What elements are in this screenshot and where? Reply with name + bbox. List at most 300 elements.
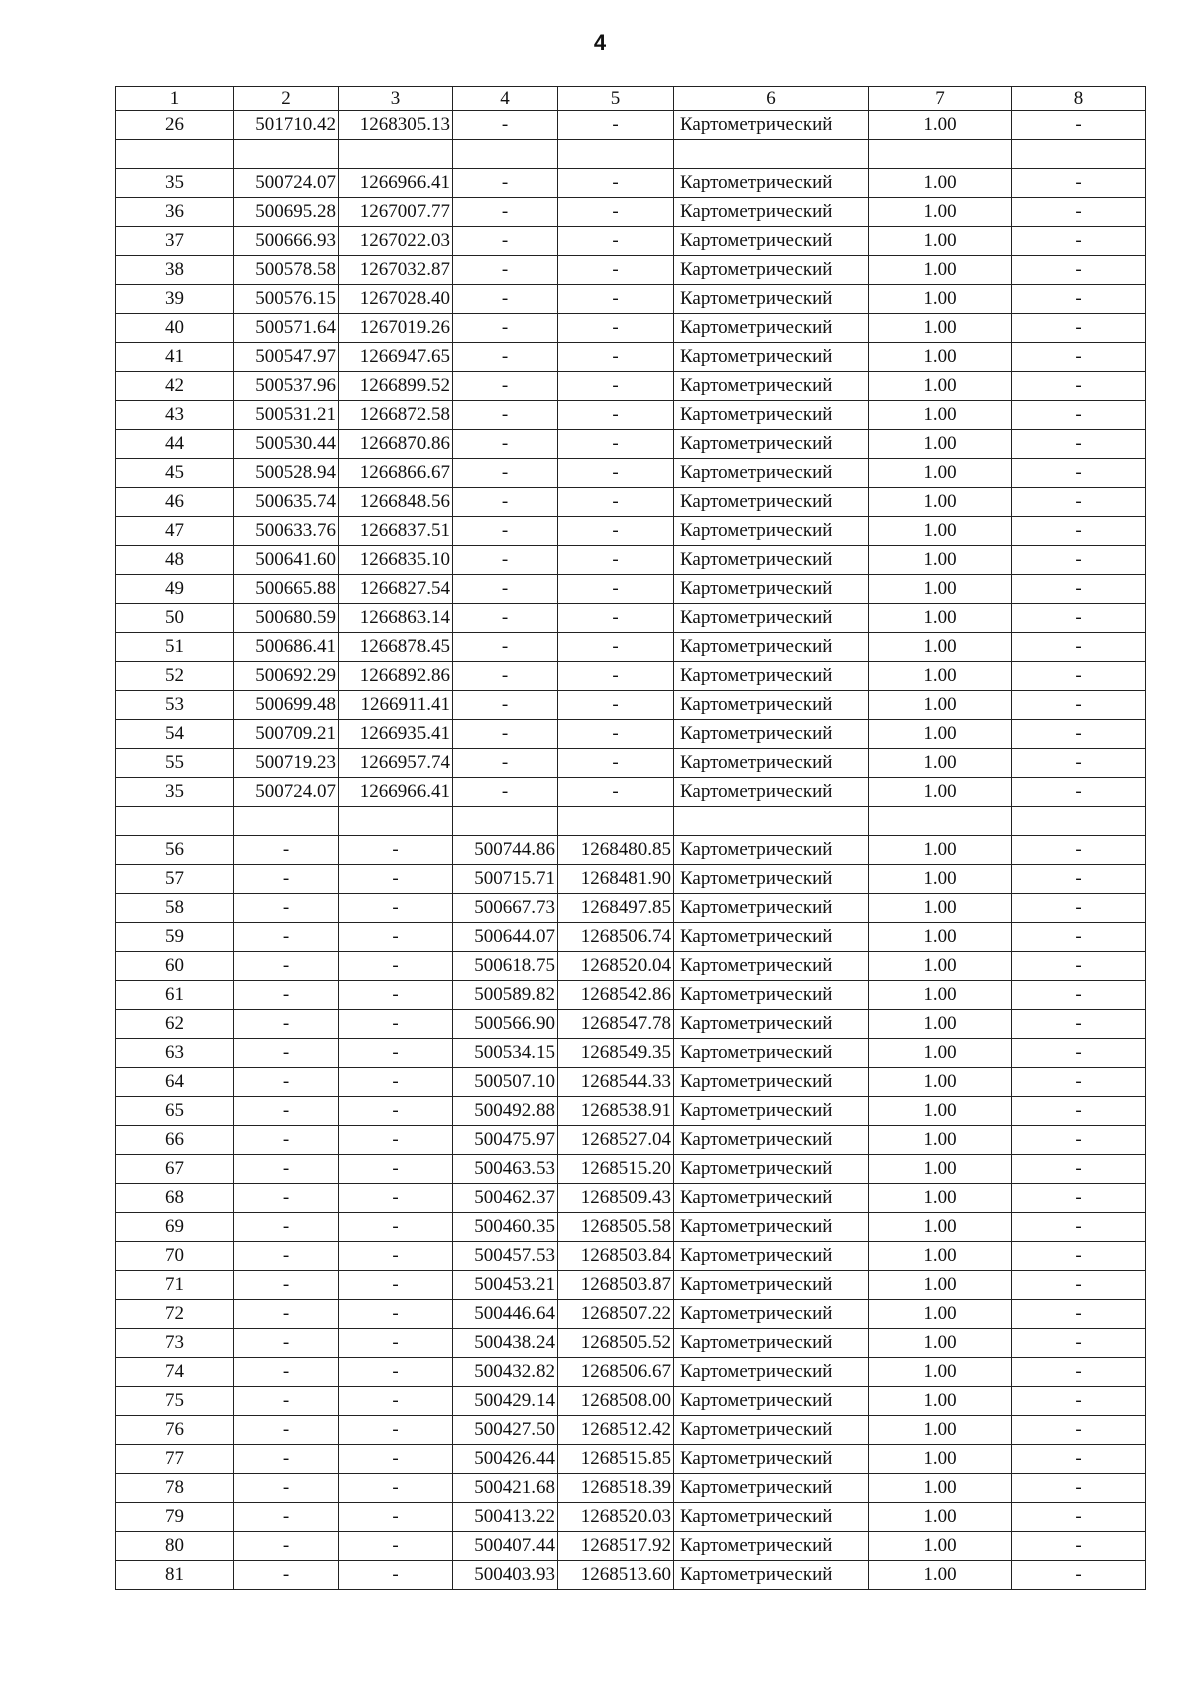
cell-point-number [116,140,234,169]
cell-y-old: - [339,1416,453,1445]
column-header-6: 6 [674,87,869,111]
cell-description: - [1012,1474,1146,1503]
table-row [116,1097,1146,1126]
cell-x-old: 500531.21 [234,401,339,430]
cell-method: Картометрический [674,1068,869,1097]
cell-y-new: - [558,343,674,372]
table-row [116,198,1146,227]
cell-y-old: 1266837.51 [339,517,453,546]
cell-description: - [1012,1155,1146,1184]
cell-x-old: - [234,1010,339,1039]
cell-y-old: 1266872.58 [339,401,453,430]
cell-point-number: 54 [116,720,234,749]
table-row [116,459,1146,488]
cell-x-new: 500407.44 [453,1532,558,1561]
cell-method: Картометрический [674,720,869,749]
cell-x-old: - [234,1358,339,1387]
cell-y-old: 1266863.14 [339,604,453,633]
cell-y-new: - [558,169,674,198]
cell-description: - [1012,691,1146,720]
cell-point-number: 56 [116,836,234,865]
cell-description: - [1012,169,1146,198]
cell-description: - [1012,285,1146,314]
cell-x-old: - [234,1329,339,1358]
cell-x-new: 500438.24 [453,1329,558,1358]
cell-method: Картометрический [674,314,869,343]
cell-x-new: - [453,720,558,749]
cell-accuracy: 1.00 [869,575,1012,604]
cell-point-number: 49 [116,575,234,604]
table-row [116,604,1146,633]
cell-y-new: - [558,691,674,720]
cell-accuracy: 1.00 [869,749,1012,778]
cell-accuracy: 1.00 [869,633,1012,662]
cell-method: Картометрический [674,1039,869,1068]
cell-y-new: 1268505.58 [558,1213,674,1242]
cell-method: Картометрический [674,1474,869,1503]
cell-y-old: - [339,1097,453,1126]
cell-point-number: 61 [116,981,234,1010]
cell-x-old: 500692.29 [234,662,339,691]
cell-y-old: 1266827.54 [339,575,453,604]
table-row [116,1126,1146,1155]
cell-x-old: - [234,865,339,894]
cell-point-number: 76 [116,1416,234,1445]
cell-point-number: 59 [116,923,234,952]
cell-accuracy: 1.00 [869,662,1012,691]
cell-description: - [1012,749,1146,778]
cell-description: - [1012,1561,1146,1590]
cell-x-new: - [453,430,558,459]
column-header-3: 3 [339,87,453,111]
cell-y-old: 1266899.52 [339,372,453,401]
cell-accuracy: 1.00 [869,1532,1012,1561]
table-row [116,1358,1146,1387]
cell-accuracy: 1.00 [869,372,1012,401]
cell-x-old: 500635.74 [234,488,339,517]
cell-accuracy: 1.00 [869,1097,1012,1126]
cell-description [1012,140,1146,169]
cell-description: - [1012,1213,1146,1242]
cell-x-new [453,807,558,836]
cell-accuracy: 1.00 [869,111,1012,140]
cell-y-new: 1268506.67 [558,1358,674,1387]
cell-accuracy: 1.00 [869,517,1012,546]
cell-method: Картометрический [674,111,869,140]
cell-y-old: - [339,894,453,923]
cell-y-new: 1268517.92 [558,1532,674,1561]
cell-y-new: - [558,720,674,749]
cell-y-new: 1268481.90 [558,865,674,894]
cell-x-old: 500709.21 [234,720,339,749]
cell-x-old: 500724.07 [234,169,339,198]
cell-x-old: - [234,1213,339,1242]
cell-point-number: 37 [116,227,234,256]
table-row [116,1271,1146,1300]
cell-point-number: 67 [116,1155,234,1184]
cell-description: - [1012,1503,1146,1532]
cell-y-old: 1268305.13 [339,111,453,140]
cell-point-number: 35 [116,169,234,198]
cell-y-old: - [339,923,453,952]
cell-x-new: 500429.14 [453,1387,558,1416]
cell-x-old: 500724.07 [234,778,339,807]
cell-description: - [1012,256,1146,285]
cell-method: Картометрический [674,1213,869,1242]
cell-y-new: 1268497.85 [558,894,674,923]
cell-x-new: - [453,111,558,140]
cell-description: - [1012,1358,1146,1387]
cell-x-new: 500426.44 [453,1445,558,1474]
cell-y-old: 1266966.41 [339,169,453,198]
cell-accuracy: 1.00 [869,256,1012,285]
cell-method: Картометрический [674,285,869,314]
cell-y-new: - [558,285,674,314]
cell-y-new: - [558,256,674,285]
cell-y-old [339,807,453,836]
cell-y-old: - [339,1126,453,1155]
cell-accuracy: 1.00 [869,1387,1012,1416]
column-header-2: 2 [234,87,339,111]
cell-point-number: 79 [116,1503,234,1532]
cell-method: Картометрический [674,1271,869,1300]
cell-y-new: - [558,401,674,430]
cell-y-new: 1268505.52 [558,1329,674,1358]
cell-accuracy: 1.00 [869,1126,1012,1155]
table-body [116,111,1146,1590]
cell-x-new: - [453,749,558,778]
cell-y-old: 1266947.65 [339,343,453,372]
cell-x-new: 500463.53 [453,1155,558,1184]
cell-accuracy: 1.00 [869,546,1012,575]
cell-accuracy: 1.00 [869,285,1012,314]
table-row [116,1184,1146,1213]
cell-y-new: - [558,430,674,459]
cell-point-number: 70 [116,1242,234,1271]
cell-y-new: - [558,314,674,343]
cell-description: - [1012,662,1146,691]
cell-x-new: - [453,256,558,285]
cell-method: Картометрический [674,1097,869,1126]
cell-x-new: 500413.22 [453,1503,558,1532]
cell-y-old: 1266835.10 [339,546,453,575]
cell-x-new: 500618.75 [453,952,558,981]
table-row [116,227,1146,256]
cell-x-old: - [234,1039,339,1068]
cell-method: Картометрический [674,372,869,401]
cell-y-old: - [339,1184,453,1213]
cell-y-new: 1268538.91 [558,1097,674,1126]
cell-x-new: 500460.35 [453,1213,558,1242]
cell-description: - [1012,981,1146,1010]
cell-x-old: - [234,981,339,1010]
table-row [116,923,1146,952]
table-row [116,1068,1146,1097]
cell-description: - [1012,1184,1146,1213]
cell-point-number: 35 [116,778,234,807]
cell-accuracy: 1.00 [869,1416,1012,1445]
cell-x-new: - [453,517,558,546]
cell-method: Картометрический [674,256,869,285]
cell-y-new: 1268513.60 [558,1561,674,1590]
cell-accuracy: 1.00 [869,1445,1012,1474]
cell-y-old: 1266911.41 [339,691,453,720]
cell-method [674,140,869,169]
cell-x-old: 500578.58 [234,256,339,285]
cell-point-number: 39 [116,285,234,314]
table-row [116,778,1146,807]
cell-y-old: - [339,1068,453,1097]
cell-y-new: 1268515.85 [558,1445,674,1474]
cell-point-number: 50 [116,604,234,633]
cell-x-old: 500547.97 [234,343,339,372]
cell-accuracy: 1.00 [869,1561,1012,1590]
cell-point-number: 41 [116,343,234,372]
cell-method: Картометрический [674,952,869,981]
cell-x-old: 500633.76 [234,517,339,546]
cell-method: Картометрический [674,923,869,952]
cell-x-new: 500403.93 [453,1561,558,1590]
cell-description: - [1012,430,1146,459]
cell-x-old: - [234,1126,339,1155]
cell-method: Картометрический [674,1503,869,1532]
cell-description: - [1012,1068,1146,1097]
cell-description: - [1012,1242,1146,1271]
table-row [116,314,1146,343]
cell-y-old: - [339,1387,453,1416]
cell-x-new: 500715.71 [453,865,558,894]
cell-point-number [116,807,234,836]
table-row [116,836,1146,865]
cell-point-number: 43 [116,401,234,430]
cell-description: - [1012,517,1146,546]
cell-y-new: 1268515.20 [558,1155,674,1184]
cell-accuracy: 1.00 [869,923,1012,952]
cell-x-old: 500530.44 [234,430,339,459]
cell-description: - [1012,720,1146,749]
cell-accuracy: 1.00 [869,1300,1012,1329]
table-row [116,285,1146,314]
table-row [116,1329,1146,1358]
cell-method: Картометрический [674,198,869,227]
cell-method: Картометрический [674,604,869,633]
cell-x-old: 501710.42 [234,111,339,140]
cell-accuracy: 1.00 [869,1068,1012,1097]
table-row [116,749,1146,778]
table-row [116,662,1146,691]
table-row [116,894,1146,923]
cell-method: Картометрический [674,865,869,894]
cell-y-new: - [558,517,674,546]
cell-y-old: - [339,1039,453,1068]
cell-accuracy: 1.00 [869,720,1012,749]
cell-description: - [1012,372,1146,401]
cell-y-new: 1268507.22 [558,1300,674,1329]
cell-method: Картометрический [674,1387,869,1416]
cell-method: Картометрический [674,778,869,807]
cell-accuracy: 1.00 [869,1010,1012,1039]
cell-accuracy: 1.00 [869,865,1012,894]
cell-point-number: 78 [116,1474,234,1503]
cell-method: Картометрический [674,1532,869,1561]
cell-x-new: - [453,575,558,604]
cell-x-new: 500644.07 [453,923,558,952]
cell-point-number: 45 [116,459,234,488]
cell-point-number: 58 [116,894,234,923]
table-row [116,1242,1146,1271]
cell-x-new: - [453,691,558,720]
cell-point-number: 44 [116,430,234,459]
cell-x-old: - [234,1474,339,1503]
cell-description: - [1012,343,1146,372]
cell-x-old: 500699.48 [234,691,339,720]
cell-y-old: - [339,836,453,865]
cell-point-number: 65 [116,1097,234,1126]
cell-method: Картометрический [674,227,869,256]
cell-x-old: 500571.64 [234,314,339,343]
cell-description: - [1012,778,1146,807]
cell-method: Картометрический [674,459,869,488]
cell-x-new: 500432.82 [453,1358,558,1387]
cell-method: Картометрический [674,981,869,1010]
column-header-5: 5 [558,87,674,111]
cell-x-new: - [453,227,558,256]
cell-y-new: - [558,575,674,604]
cell-y-new: 1268480.85 [558,836,674,865]
cell-x-old: - [234,1184,339,1213]
cell-y-new: - [558,546,674,575]
table-row [116,807,1146,836]
cell-y-old: 1266966.41 [339,778,453,807]
cell-description: - [1012,1097,1146,1126]
cell-method: Картометрический [674,1010,869,1039]
cell-y-old: 1266892.86 [339,662,453,691]
table-row [116,169,1146,198]
cell-accuracy: 1.00 [869,227,1012,256]
cell-x-new: 500457.53 [453,1242,558,1271]
table-row [116,140,1146,169]
cell-description: - [1012,1300,1146,1329]
cell-accuracy: 1.00 [869,343,1012,372]
table-row [116,720,1146,749]
cell-y-old: 1266870.86 [339,430,453,459]
table-row [116,488,1146,517]
cell-description: - [1012,894,1146,923]
cell-x-new: - [453,459,558,488]
cell-method: Картометрический [674,691,869,720]
cell-x-old: - [234,1503,339,1532]
cell-accuracy [869,807,1012,836]
cell-point-number: 72 [116,1300,234,1329]
cell-point-number: 47 [116,517,234,546]
table-row [116,952,1146,981]
cell-description: - [1012,865,1146,894]
cell-description: - [1012,401,1146,430]
cell-x-new: 500589.82 [453,981,558,1010]
cell-x-old: 500528.94 [234,459,339,488]
table-header-row [116,87,1146,111]
table-row [116,1416,1146,1445]
cell-y-old: - [339,1010,453,1039]
table-row [116,1300,1146,1329]
cell-y-new [558,140,674,169]
column-header-8: 8 [1012,87,1146,111]
cell-description: - [1012,1126,1146,1155]
cell-accuracy: 1.00 [869,314,1012,343]
cell-point-number: 60 [116,952,234,981]
cell-y-new: - [558,604,674,633]
cell-y-new: 1268506.74 [558,923,674,952]
table-row [116,517,1146,546]
table-row [116,865,1146,894]
cell-y-old: - [339,1358,453,1387]
cell-description: - [1012,575,1146,604]
cell-x-old: - [234,1155,339,1184]
cell-description [1012,807,1146,836]
cell-point-number: 64 [116,1068,234,1097]
cell-x-new: - [453,169,558,198]
cell-y-new: - [558,459,674,488]
cell-point-number: 36 [116,198,234,227]
cell-x-old: - [234,1387,339,1416]
cell-description: - [1012,488,1146,517]
cell-method: Картометрический [674,169,869,198]
cell-accuracy: 1.00 [869,1358,1012,1387]
cell-x-new: - [453,488,558,517]
cell-point-number: 42 [116,372,234,401]
cell-y-old: 1267028.40 [339,285,453,314]
table-row [116,1445,1146,1474]
cell-accuracy: 1.00 [869,952,1012,981]
cell-accuracy: 1.00 [869,1503,1012,1532]
cell-accuracy: 1.00 [869,1242,1012,1271]
cell-x-old: - [234,836,339,865]
table-row [116,546,1146,575]
cell-y-old: 1266935.41 [339,720,453,749]
cell-method [674,807,869,836]
cell-x-old: 500665.88 [234,575,339,604]
cell-y-new: 1268520.03 [558,1503,674,1532]
cell-x-old: - [234,1300,339,1329]
cell-x-old: - [234,923,339,952]
cell-x-new: 500566.90 [453,1010,558,1039]
cell-accuracy: 1.00 [869,1474,1012,1503]
column-header-1: 1 [116,87,234,111]
cell-x-old: - [234,1271,339,1300]
cell-y-old: - [339,952,453,981]
cell-x-old: - [234,1561,339,1590]
cell-accuracy: 1.00 [869,488,1012,517]
cell-point-number: 80 [116,1532,234,1561]
cell-accuracy: 1.00 [869,430,1012,459]
cell-accuracy: 1.00 [869,981,1012,1010]
cell-x-old: - [234,952,339,981]
cell-x-new: - [453,372,558,401]
cell-point-number: 71 [116,1271,234,1300]
cell-x-new: - [453,314,558,343]
table-row [116,1532,1146,1561]
cell-point-number: 81 [116,1561,234,1590]
table-row [116,1387,1146,1416]
cell-y-new: 1268544.33 [558,1068,674,1097]
table-row [116,1010,1146,1039]
cell-x-new: 500427.50 [453,1416,558,1445]
cell-x-old: 500686.41 [234,633,339,662]
cell-description: - [1012,633,1146,662]
cell-x-old: 500641.60 [234,546,339,575]
cell-description: - [1012,1010,1146,1039]
cell-y-old: - [339,1532,453,1561]
